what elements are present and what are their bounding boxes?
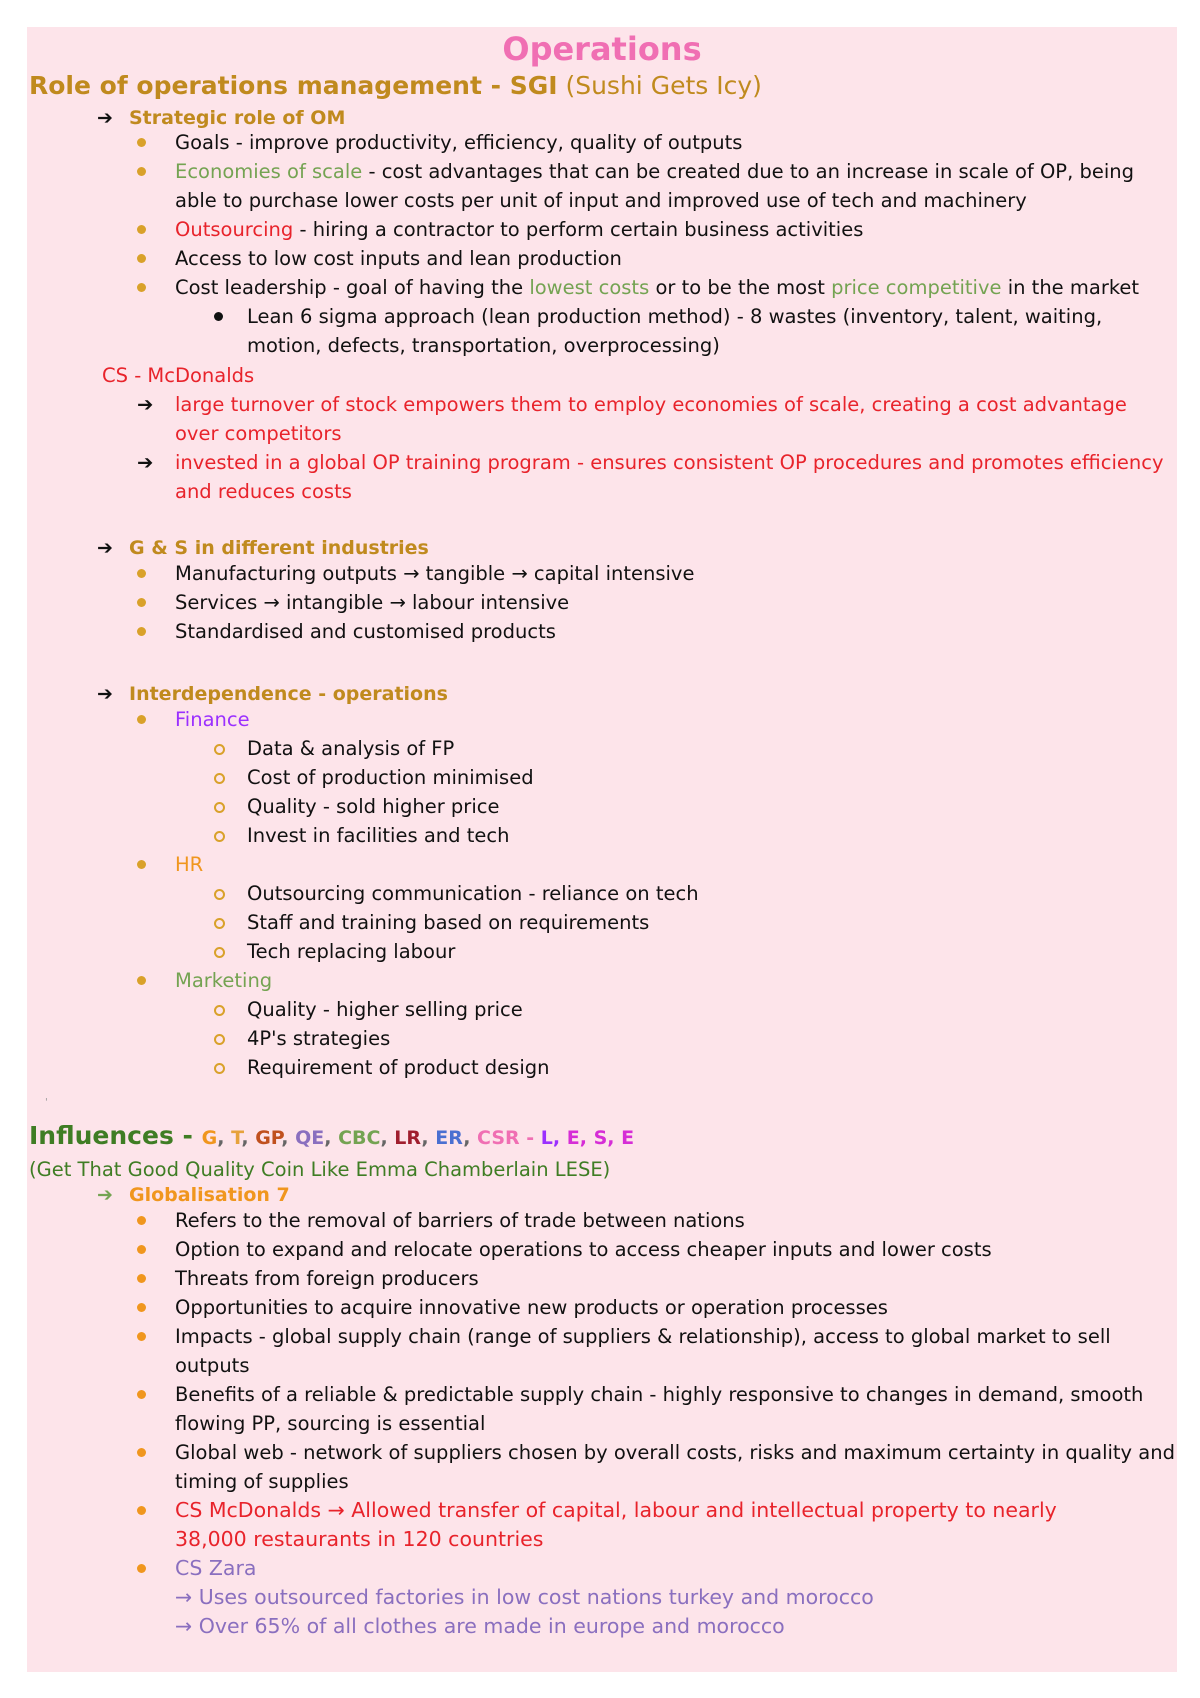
bullet-icon [137,138,146,147]
list-item-hr: HR [175,850,1175,879]
influences-heading: Influences - G, T, GP, QE, CBC, LR, ER, CSR - L, E, S, E [29,1121,635,1150]
influence-letter: QE [295,1127,325,1149]
sub-item: Cost of production minimised [247,763,1147,792]
influence-letter: , [241,1127,256,1149]
bullet-icon [137,1303,146,1312]
bullet-icon [137,860,146,869]
bullet-icon [214,918,225,929]
list-item: Global web - network of suppliers chosen by overall costs, risks and maximum certainty in quality and timing of supplies [175,1438,1175,1496]
influence-letter: GP [255,1127,282,1149]
bullet-icon [137,1332,146,1341]
list-item: Option to expand and relocate operations to access cheaper inputs and lower costs [175,1235,1175,1264]
influence-letter: E [621,1127,635,1149]
influence-letter: L [540,1127,553,1149]
list-item: Opportunities to acquire innovative new products or operation processes [175,1293,1175,1322]
bullet-icon [214,889,225,900]
sub-item: Staff and training based on requirements [247,908,1147,937]
influence-letter: , [380,1127,395,1149]
stray-mark: ' [45,1097,48,1108]
influences-mnemonic: (Get That Good Quality Coin Like Emma Chamberlain LESE) [29,1158,611,1181]
case-study-item: ➔ large turnover of stock empowers them to employ economies of scale, creating a cost advantage over competitors [175,390,1175,448]
list-item: Economies of scale - cost advantages that can be created due to an increase in scale of OP, being able to purchase lower costs per unit of input and improved use of tech and machinery [175,157,1175,215]
bullet-icon [214,312,223,321]
influence-letter: , [217,1127,232,1149]
bullet-icon [214,947,225,958]
case-study-item: ➔ invested in a global OP training program - ensures consistent OP procedures and promotes efficiency and reduces costs [175,448,1175,506]
bullet-icon [137,1245,146,1254]
list-item: Goals - improve productivity, efficiency, quality of outputs [175,128,1175,157]
arrow-right-icon: ➔ [97,107,113,129]
bullet-icon [137,976,146,985]
sub-item: Quality - sold higher price [247,792,1147,821]
sub-item: Outsourcing communication - reliance on tech [247,879,1147,908]
bullet-icon [214,1034,225,1045]
influence-letter: E [566,1127,580,1149]
list-item-cs-mcdonalds: CS McDonalds → Allowed transfer of capital, labour and intellectual property to nearly 38,000 restaurants in 120 countries [175,1496,1175,1554]
arrow-right-icon: ➔ [137,393,154,416]
sub-item: Data & analysis of FP [247,734,1147,763]
list-item: Outsourcing - hiring a contractor to perform certain business activities [175,215,1175,244]
section-role-title: Role of operations management - SGI [29,71,558,100]
influence-letter: G [201,1127,218,1149]
arrow-right-icon: ➔ [137,451,154,474]
influence-letter: CBC [338,1127,381,1149]
bullet-icon [137,1274,146,1283]
list-item-marketing: Marketing [175,966,1175,995]
influence-letter: , [324,1127,339,1149]
list-item: Refers to the removal of barriers of trade between nations [175,1206,1175,1235]
bullet-icon [214,1063,225,1074]
arrow-right-icon: ➔ [97,537,113,559]
case-study-label: CS - McDonalds [102,364,255,387]
list-item: Impacts - global supply chain (range of suppliers & relationship), access to global market to sell outputs [175,1322,1175,1380]
strategic-heading: ➔ Strategic role of OM [97,107,346,129]
list-item-finance: Finance [175,705,1175,734]
list-item: Manufacturing outputs → tangible → capital intensive [175,559,1175,588]
sub-item: Invest in facilities and tech [247,821,1147,850]
bullet-icon [214,1005,225,1016]
bullet-icon [137,167,146,176]
section-role-heading [29,71,762,101]
list-item: Threats from foreign producers [175,1264,1175,1293]
document-page [27,27,1177,1672]
bullet-icon [214,744,225,755]
bullet-icon [137,569,146,578]
page-title: Operations [502,30,702,68]
bullet-icon [137,1216,146,1225]
gs-heading: ➔ G & S in different industries [97,537,429,559]
list-item: Access to low cost inputs and lean production [175,244,1175,273]
influence-letter: , [552,1127,567,1149]
arrow-right-icon: ➔ [97,1184,113,1206]
influence-letter: , [607,1127,622,1149]
influence-letter: ER [435,1127,464,1149]
influence-letter: , [421,1127,436,1149]
list-item: Lean 6 sigma approach (lean production method) - 8 wastes (inventory, talent, waiting, motion, defects, transportation, overprocessing) [247,302,1177,360]
bullet-icon [214,831,225,842]
sub-item: 4P's strategies [247,1024,1147,1053]
arrow-right-icon: ➔ [97,683,113,705]
bullet-icon [137,1448,146,1457]
influence-letter: T [231,1127,242,1149]
sub-item: Tech replacing labour [247,937,1147,966]
bullet-icon [214,773,225,784]
bullet-icon [137,598,146,607]
list-item-cs-zara: CS Zara → Uses outsourced factories in low cost nations turkey and morocco → Over 65% of all clothes are made in europe and morocco [175,1554,1175,1641]
section-role-mnemonic: (Sushi Gets Icy) [557,71,762,100]
bullet-icon [137,1564,146,1573]
influence-letter: - [519,1127,541,1149]
influences-letters [202,1127,634,1149]
influence-letter: , [281,1127,296,1149]
influence-letter: , [579,1127,594,1149]
bullet-icon [137,627,146,636]
bullet-icon [137,715,146,724]
influence-letter: , [463,1127,478,1149]
bullet-icon [137,1506,146,1515]
globalisation-heading: ➔ Globalisation 7 [97,1184,290,1206]
bullet-icon [137,254,146,263]
list-item: Standardised and customised products [175,617,1175,646]
bullet-icon [137,283,146,292]
influence-letter: CSR [477,1127,520,1149]
bullet-icon [137,225,146,234]
list-item: Services → intangible → labour intensive [175,588,1175,617]
influence-letter: S [593,1127,608,1149]
list-item: Cost leadership - goal of having the lowest costs or to be the most price competitive in the market [175,273,1175,302]
interdependence-heading: ➔ Interdependence - operations [97,683,448,705]
influence-letter: LR [394,1127,422,1149]
sub-item: Requirement of product design [247,1053,1147,1082]
bullet-icon [137,1390,146,1399]
bullet-icon [214,802,225,813]
list-item: Benefits of a reliable & predictable supply chain - highly responsive to changes in demand, smooth flowing PP, sourcing is essential [175,1380,1175,1438]
sub-item: Quality - higher selling price [247,995,1147,1024]
